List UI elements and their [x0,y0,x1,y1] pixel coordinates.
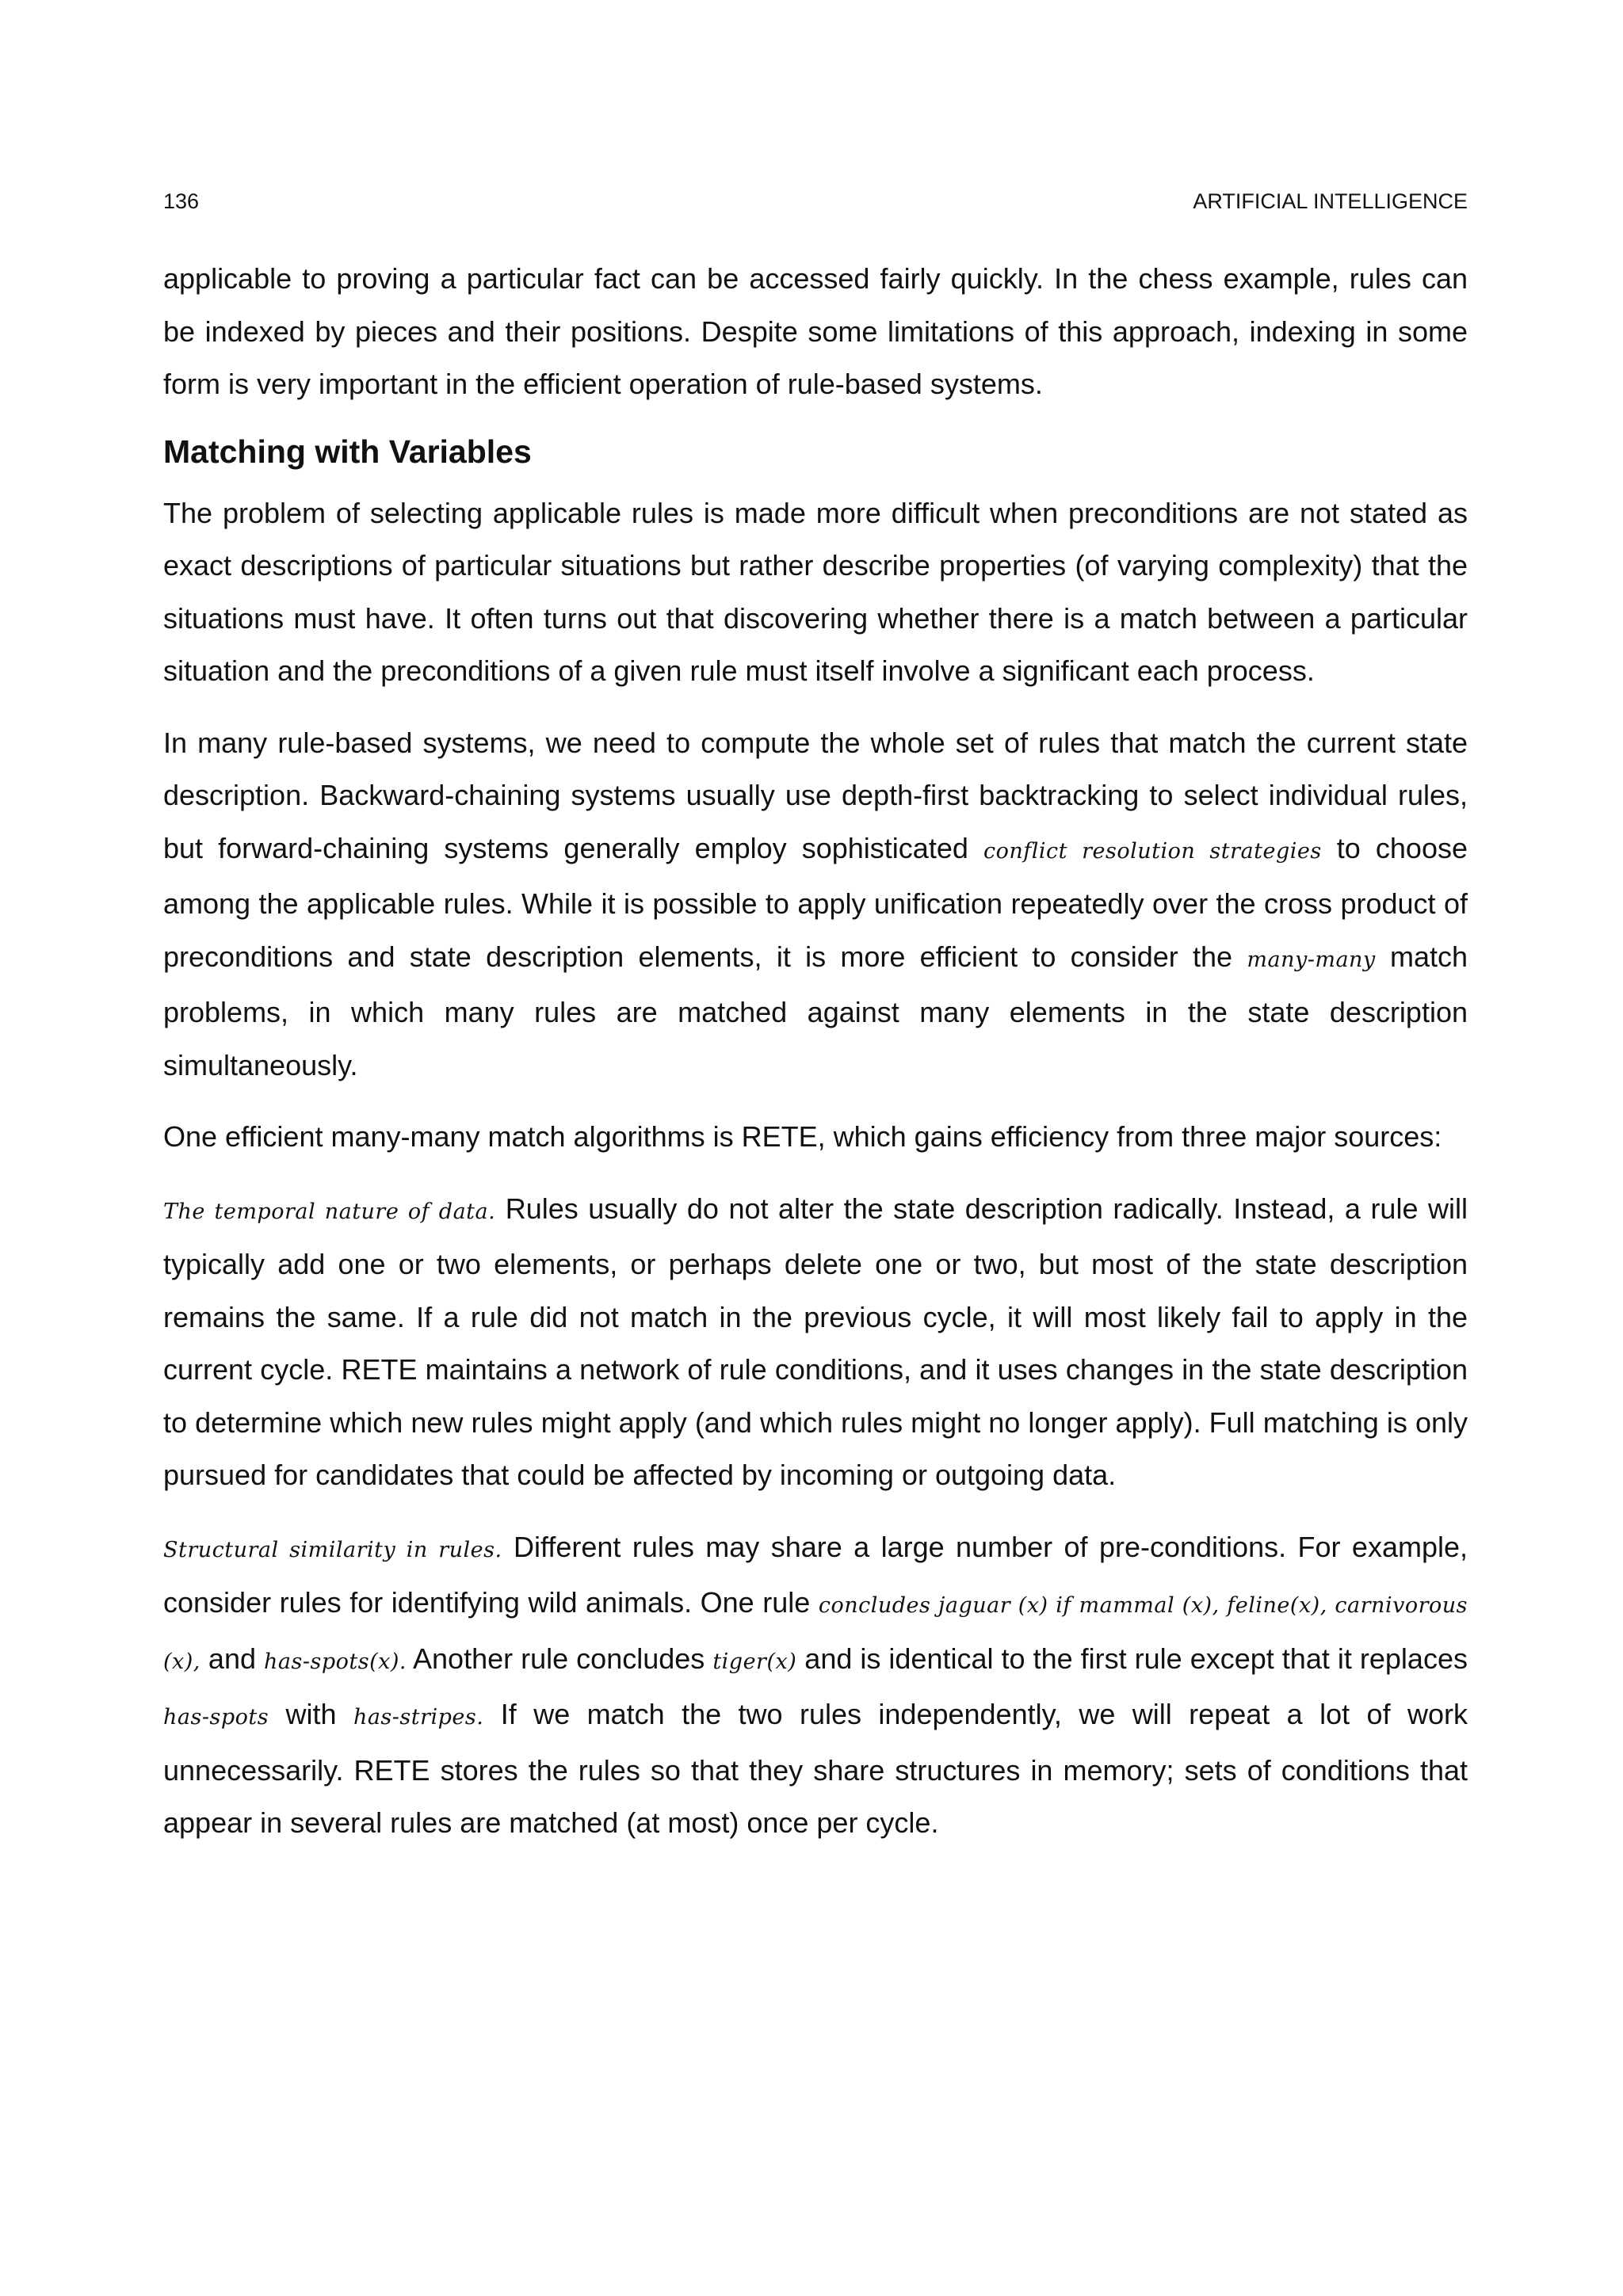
section-heading: Matching with Variables [163,433,532,470]
term-temporal-nature: The temporal nature of data. [163,1199,496,1224]
text-span: and is identical to the first rule except that it replaces [796,1642,1468,1675]
term-conflict-resolution: conflict resolution strategies [983,838,1322,864]
paragraph-structural-similarity [163,1521,1468,1850]
text-span: In many rule-based systems, we need to compute the whole set of rules that match the current state description. Backward-chaining systems usually use depth-first backtracking to select individual rules, but forward-chaining systems generally employ sophisticated [163,726,1468,864]
paragraph-rule-based-systems [163,717,1468,1093]
rule-jaguar: concludes jaguar (x) if mammal (x), feline(x), carnivorous (x), [163,1593,1468,1674]
page-number: 136 [163,189,200,213]
text-span: match problems, in which many rules are matched against many elements in the state description simultaneously. [163,940,1468,1081]
paragraph-rete-intro: One efficient many-many match algorithms is RETE, which gains efficiency from three major sources: [163,1120,1442,1153]
rule-tiger: tiger(x) [712,1649,797,1674]
text-span: Different rules may share a large number of pre-conditions. For example, consider rules for identifying wild animals. One rule [163,1530,1468,1619]
page-body [163,253,1468,1850]
term-structural-similarity: Structural similarity in rules. [163,1537,502,1562]
paragraph-selecting-rules: The problem of selecting applicable rules is made more difficult when preconditions are not stated as exact descriptions of particular situations but rather describe properties (of varying complexity) that the situations must have. It often turns out that discovering whether there is a match between a particular situation and the preconditions of a given rule must itself involve a significant each process. [163,496,1468,687]
term-has-stripes: has-stripes. [353,1705,484,1730]
text-span: Rules usually do not alter the state description radically. Instead, a rule will typically add one or two elements, or perhaps delete one or two, but most of the state description remains the same. If a rule did not match in the previous cycle, it will most likely fail to apply in the current cycle. RETE maintains a network of rule conditions, and it uses changes in the state description to determine which new rules might apply (and which rules might no longer apply). Full matching is only pursued for candidates that could be affected by incoming or outgoing data. [163,1192,1468,1491]
text-span: If we match the two rules independently, we will repeat a lot of work unnecessarily. RETE stores the rules so that they share structures in memory; sets of conditions that appear in several rules are matched (at most) once per cycle. [163,1698,1468,1839]
term-many-many: many-many [1247,947,1376,972]
paragraph-indexing: applicable to proving a particular fact can be accessed fairly quickly. In the chess example, rules can be indexed by pieces and their positions. Despite some limitations of this approach, indexing in some form is very important in the efficient operation of rule-based systems. [163,262,1468,400]
text-span: and [200,1642,265,1675]
rule-has-spots: has-spots(x). [264,1649,407,1674]
text-span: with [269,1698,353,1730]
running-title: ARTIFICIAL INTELLIGENCE [1193,189,1468,213]
running-header [163,187,1468,215]
text-span: Another rule concludes [406,1642,713,1675]
term-has-spots: has-spots [163,1705,269,1730]
text-span: to choose among the applicable rules. While it is possible to apply unification repeatedly over the cross product of preconditions and state description elements, it is more efficient to consider the [163,831,1468,973]
paragraph-temporal-nature [163,1183,1468,1502]
